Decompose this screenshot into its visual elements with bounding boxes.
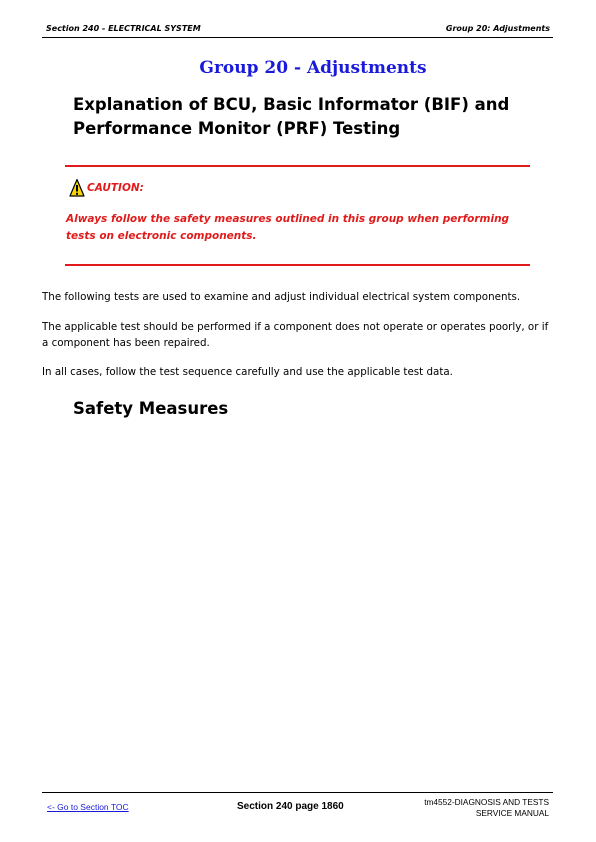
safety-measures-heading: Safety Measures (73, 399, 229, 418)
manual-title-line2: SERVICE MANUAL (475, 808, 549, 818)
footer-divider (42, 792, 553, 793)
header-divider (42, 37, 553, 38)
manual-title (424, 797, 549, 819)
section-title: Explanation of BCU, Basic Informator (BIF) and Performance Monitor (PRF) Testing (73, 95, 510, 138)
test-sequence-paragraph: In all cases, follow the test sequence carefully and use the applicable test data. (42, 366, 453, 378)
caution-text: Always follow the safety measures outlined in this group when performing tests on electronic components. (66, 213, 510, 242)
caution-bottom-rule (65, 264, 530, 266)
caution-label: CAUTION: (87, 182, 144, 194)
manual-title-line1: tm4552-DIAGNOSIS AND TESTS (424, 797, 549, 807)
intro-paragraph: The following tests are used to examine and adjust individual electrical system components. (42, 291, 521, 303)
group-title: Group 20 - Adjustments (199, 58, 427, 78)
applicable-test-paragraph: The applicable test should be performed if a component does not operate or operates poorly, or if a component has been repaired. (42, 321, 549, 349)
caution-top-rule (65, 165, 530, 167)
warning-triangle-icon (69, 178, 85, 198)
page-number: Section 240 page 1860 (237, 801, 344, 812)
go-to-section-toc-link[interactable]: <- Go to Section TOC (47, 802, 129, 812)
caution-heading (69, 178, 144, 198)
header-section-label: Section 240 - ELECTRICAL SYSTEM (46, 24, 201, 33)
running-header (42, 24, 552, 38)
header-group-label: Group 20: Adjustments (445, 24, 550, 33)
caution-notice (65, 165, 530, 267)
